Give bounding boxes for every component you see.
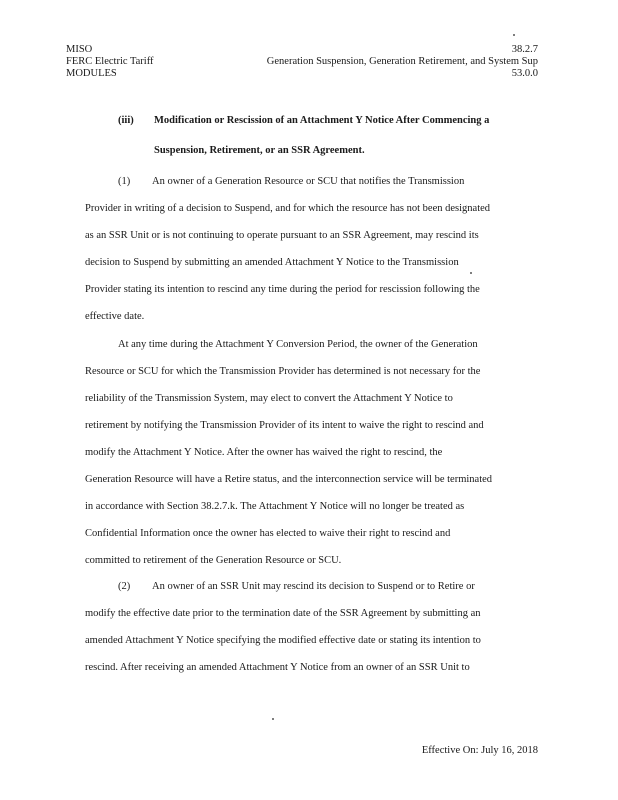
paragraph-line: [85, 168, 545, 195]
paragraph-line: decision to Suspend by submitting an amended Attachment Y Notice to the Transmission: [85, 257, 459, 268]
paragraph-line: committed to retirement of the Generation Resource or SCU.: [85, 555, 342, 566]
scan-speck: [470, 272, 472, 274]
section-title-line2: Suspension, Retirement, or an SSR Agreement.: [154, 145, 365, 156]
section-title-line1: Modification or Rescission of an Attachment Y Notice After Commencing a: [154, 115, 490, 126]
paragraph-line: reliability of the Transmission System, may elect to convert the Attachment Y Notice to: [85, 393, 453, 404]
paragraph-text: An owner of a Generation Resource or SCU that notifies the Transmission: [152, 176, 465, 187]
section-heading-cont: [154, 145, 594, 156]
footer-effective-date: Effective On: July 16, 2018: [421, 745, 538, 756]
header-right: [267, 44, 538, 80]
paragraph-line: as an SSR Unit or is not continuing to operate pursuant to an SSR Agreement, may rescind its: [85, 230, 479, 241]
paragraph-3: [85, 573, 545, 681]
section-heading: [118, 115, 558, 126]
header-version: 53.0.0: [511, 68, 538, 79]
paragraph-2: [85, 331, 545, 574]
paragraph-line: [85, 573, 545, 600]
paragraph-line: rescind. After receiving an amended Attachment Y Notice from an owner of an SSR Unit to: [85, 662, 470, 673]
header-company: MISO: [66, 44, 93, 55]
section-number: (iii): [118, 115, 134, 126]
paragraph-line: Provider in writing of a decision to Suspend, and for which the resource has not been designated: [85, 203, 491, 214]
header-tariff: FERC Electric Tariff: [66, 56, 154, 67]
header-left: [66, 44, 154, 80]
paragraph-line: amended Attachment Y Notice specifying the modified effective date or stating its intention to: [85, 635, 481, 646]
paragraph-line: modify the effective date prior to the termination date of the SSR Agreement by submitting an: [85, 608, 481, 619]
scan-speck: [513, 34, 515, 36]
paragraph-line: Provider stating its intention to rescind any time during the period for rescission following the: [85, 284, 480, 295]
paragraph-line: in accordance with Section 38.2.7.k. The Attachment Y Notice will no longer be treated as: [85, 501, 465, 512]
paragraph-line: At any time during the Attachment Y Conversion Period, the owner of the Generation: [118, 339, 478, 350]
header-modules: MODULES: [66, 68, 117, 79]
paragraph-line: Confidential Information once the owner has elected to waive their right to rescind and: [85, 528, 451, 539]
paragraph-1: [85, 168, 545, 330]
scan-speck: [272, 718, 274, 720]
paragraph-line: modify the Attachment Y Notice. After the owner has waived the right to rescind, the: [85, 447, 443, 458]
paragraph-label: (1): [118, 176, 131, 187]
paragraph-line: retirement by notifying the Transmission Provider of its intent to waive the right to rescind and: [85, 420, 484, 431]
paragraph-label: (2): [118, 581, 131, 592]
header-section-title: Generation Suspension, Generation Retirement, and System Sup: [266, 56, 538, 67]
paragraph-line: Generation Resource will have a Retire status, and the interconnection service will be terminated: [85, 474, 493, 485]
paragraph-text: An owner of an SSR Unit may rescind its decision to Suspend or to Retire or: [152, 581, 475, 592]
paragraph-line: effective date.: [85, 311, 145, 322]
header-section-number: 38.2.7: [511, 44, 538, 55]
paragraph-line: Resource or SCU for which the Transmission Provider has determined is not necessary for the: [85, 366, 481, 377]
